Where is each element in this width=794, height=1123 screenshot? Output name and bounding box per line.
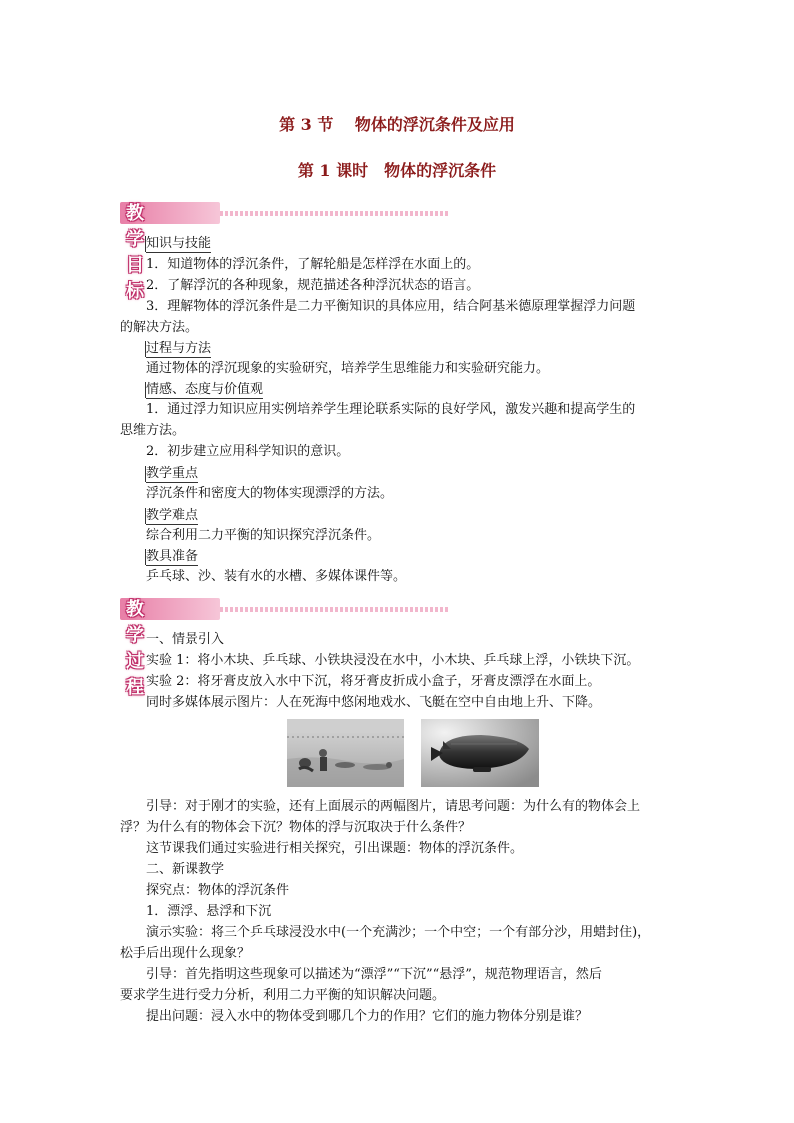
text-line: 二、新课教学 bbox=[146, 862, 225, 877]
airship-photo bbox=[421, 719, 539, 787]
text-line: 这节课我们通过实验进行相关探究，引出课题：物体的浮沉条件。 bbox=[146, 841, 524, 856]
page-title: 第 3 节 物体的浮沉条件及应用 bbox=[279, 115, 515, 134]
text-line: 1．通过浮力知识应用实例培养学生理论联系实际的良好学风，激发兴趣和提高学生的 bbox=[146, 402, 636, 417]
text-line: 探究点：物体的浮沉条件 bbox=[146, 883, 290, 898]
dead-sea-photo bbox=[287, 719, 404, 787]
heading-emotion: 情感、态度与价值观 bbox=[146, 382, 264, 397]
text-line: 一、情景引入 bbox=[146, 632, 225, 647]
text-line: 乒乓球、沙、装有水的水槽、多媒体课件等。 bbox=[146, 569, 407, 584]
text-line: 综合利用二力平衡的知识探究浮沉条件。 bbox=[146, 528, 381, 543]
text-line: 思维方法。 bbox=[120, 423, 186, 438]
text-line: 3．理解物体的浮沉条件是二力平衡知识的具体应用，结合阿基米德原理掌握浮力问题 bbox=[146, 299, 636, 314]
heading-difficulty: 教学难点 bbox=[146, 508, 199, 523]
heading-key-point: 教学重点 bbox=[146, 466, 199, 481]
section-title-process: 教学过程 bbox=[126, 599, 145, 698]
heading-tools: 教具准备 bbox=[146, 549, 199, 564]
text-line: 2．初步建立应用科学知识的意识。 bbox=[146, 444, 350, 459]
text-line: 演示实验：将三个乒乓球浸没水中(一个充满沙；一个中空；一个有部分沙，用蜡封住)， bbox=[146, 925, 651, 940]
heading-knowledge: 知识与技能 bbox=[146, 236, 212, 251]
text-line: 同时多媒体展示图片：人在死海中悠闲地戏水、飞艇在空中自由地上升、下降。 bbox=[146, 695, 602, 710]
text-line: 引导：首先指明这些现象可以描述为“漂浮”“下沉”“悬浮”，规范物理语言，然后 bbox=[146, 967, 602, 982]
text-line: 浮？为什么有的物体会下沉？物体的浮与沉取决于什么条件？ bbox=[120, 820, 472, 835]
text-line: 松手后出现什么现象？ bbox=[120, 946, 251, 961]
text-line: 1．漂浮、悬浮和下沉 bbox=[146, 904, 272, 919]
text-line: 2．了解浮沉的各种现象，规范描述各种浮沉状态的语言。 bbox=[146, 278, 480, 293]
text-line: 引导：对于刚才的实验，还有上面展示的两幅图片，请思考问题：为什么有的物体会上 bbox=[146, 799, 641, 814]
lesson-title: 第 1 课时 物体的浮沉条件 bbox=[297, 161, 497, 180]
text-line: 通过物体的浮沉现象的实验研究，培养学生思维能力和实验研究能力。 bbox=[146, 361, 550, 376]
text-line: 提出问题：浸入水中的物体受到哪几个力的作用？它们的施力物体分别是谁？ bbox=[146, 1009, 589, 1024]
text-line: 的解决方法。 bbox=[120, 320, 199, 335]
text-line: 实验 1：将小木块、乒乓球、小铁块浸没在水中，小木块、乒乓球上浮，小铁块下沉。 bbox=[146, 653, 640, 668]
heading-process: 过程与方法 bbox=[146, 341, 212, 356]
text-line: 实验 2：将牙膏皮放入水中下沉，将牙膏皮折成小盒子，牙膏皮漂浮在水面上。 bbox=[146, 674, 601, 689]
text-line: 1．知道物体的浮沉条件，了解轮船是怎样浮在水面上的。 bbox=[146, 257, 480, 272]
text-line: 要求学生进行受力分析，利用二力平衡的知识解决问题。 bbox=[120, 988, 446, 1003]
text-line: 浮沉条件和密度大的物体实现漂浮的方法。 bbox=[146, 486, 394, 501]
section-title-goals: 教学目标 bbox=[126, 203, 145, 302]
